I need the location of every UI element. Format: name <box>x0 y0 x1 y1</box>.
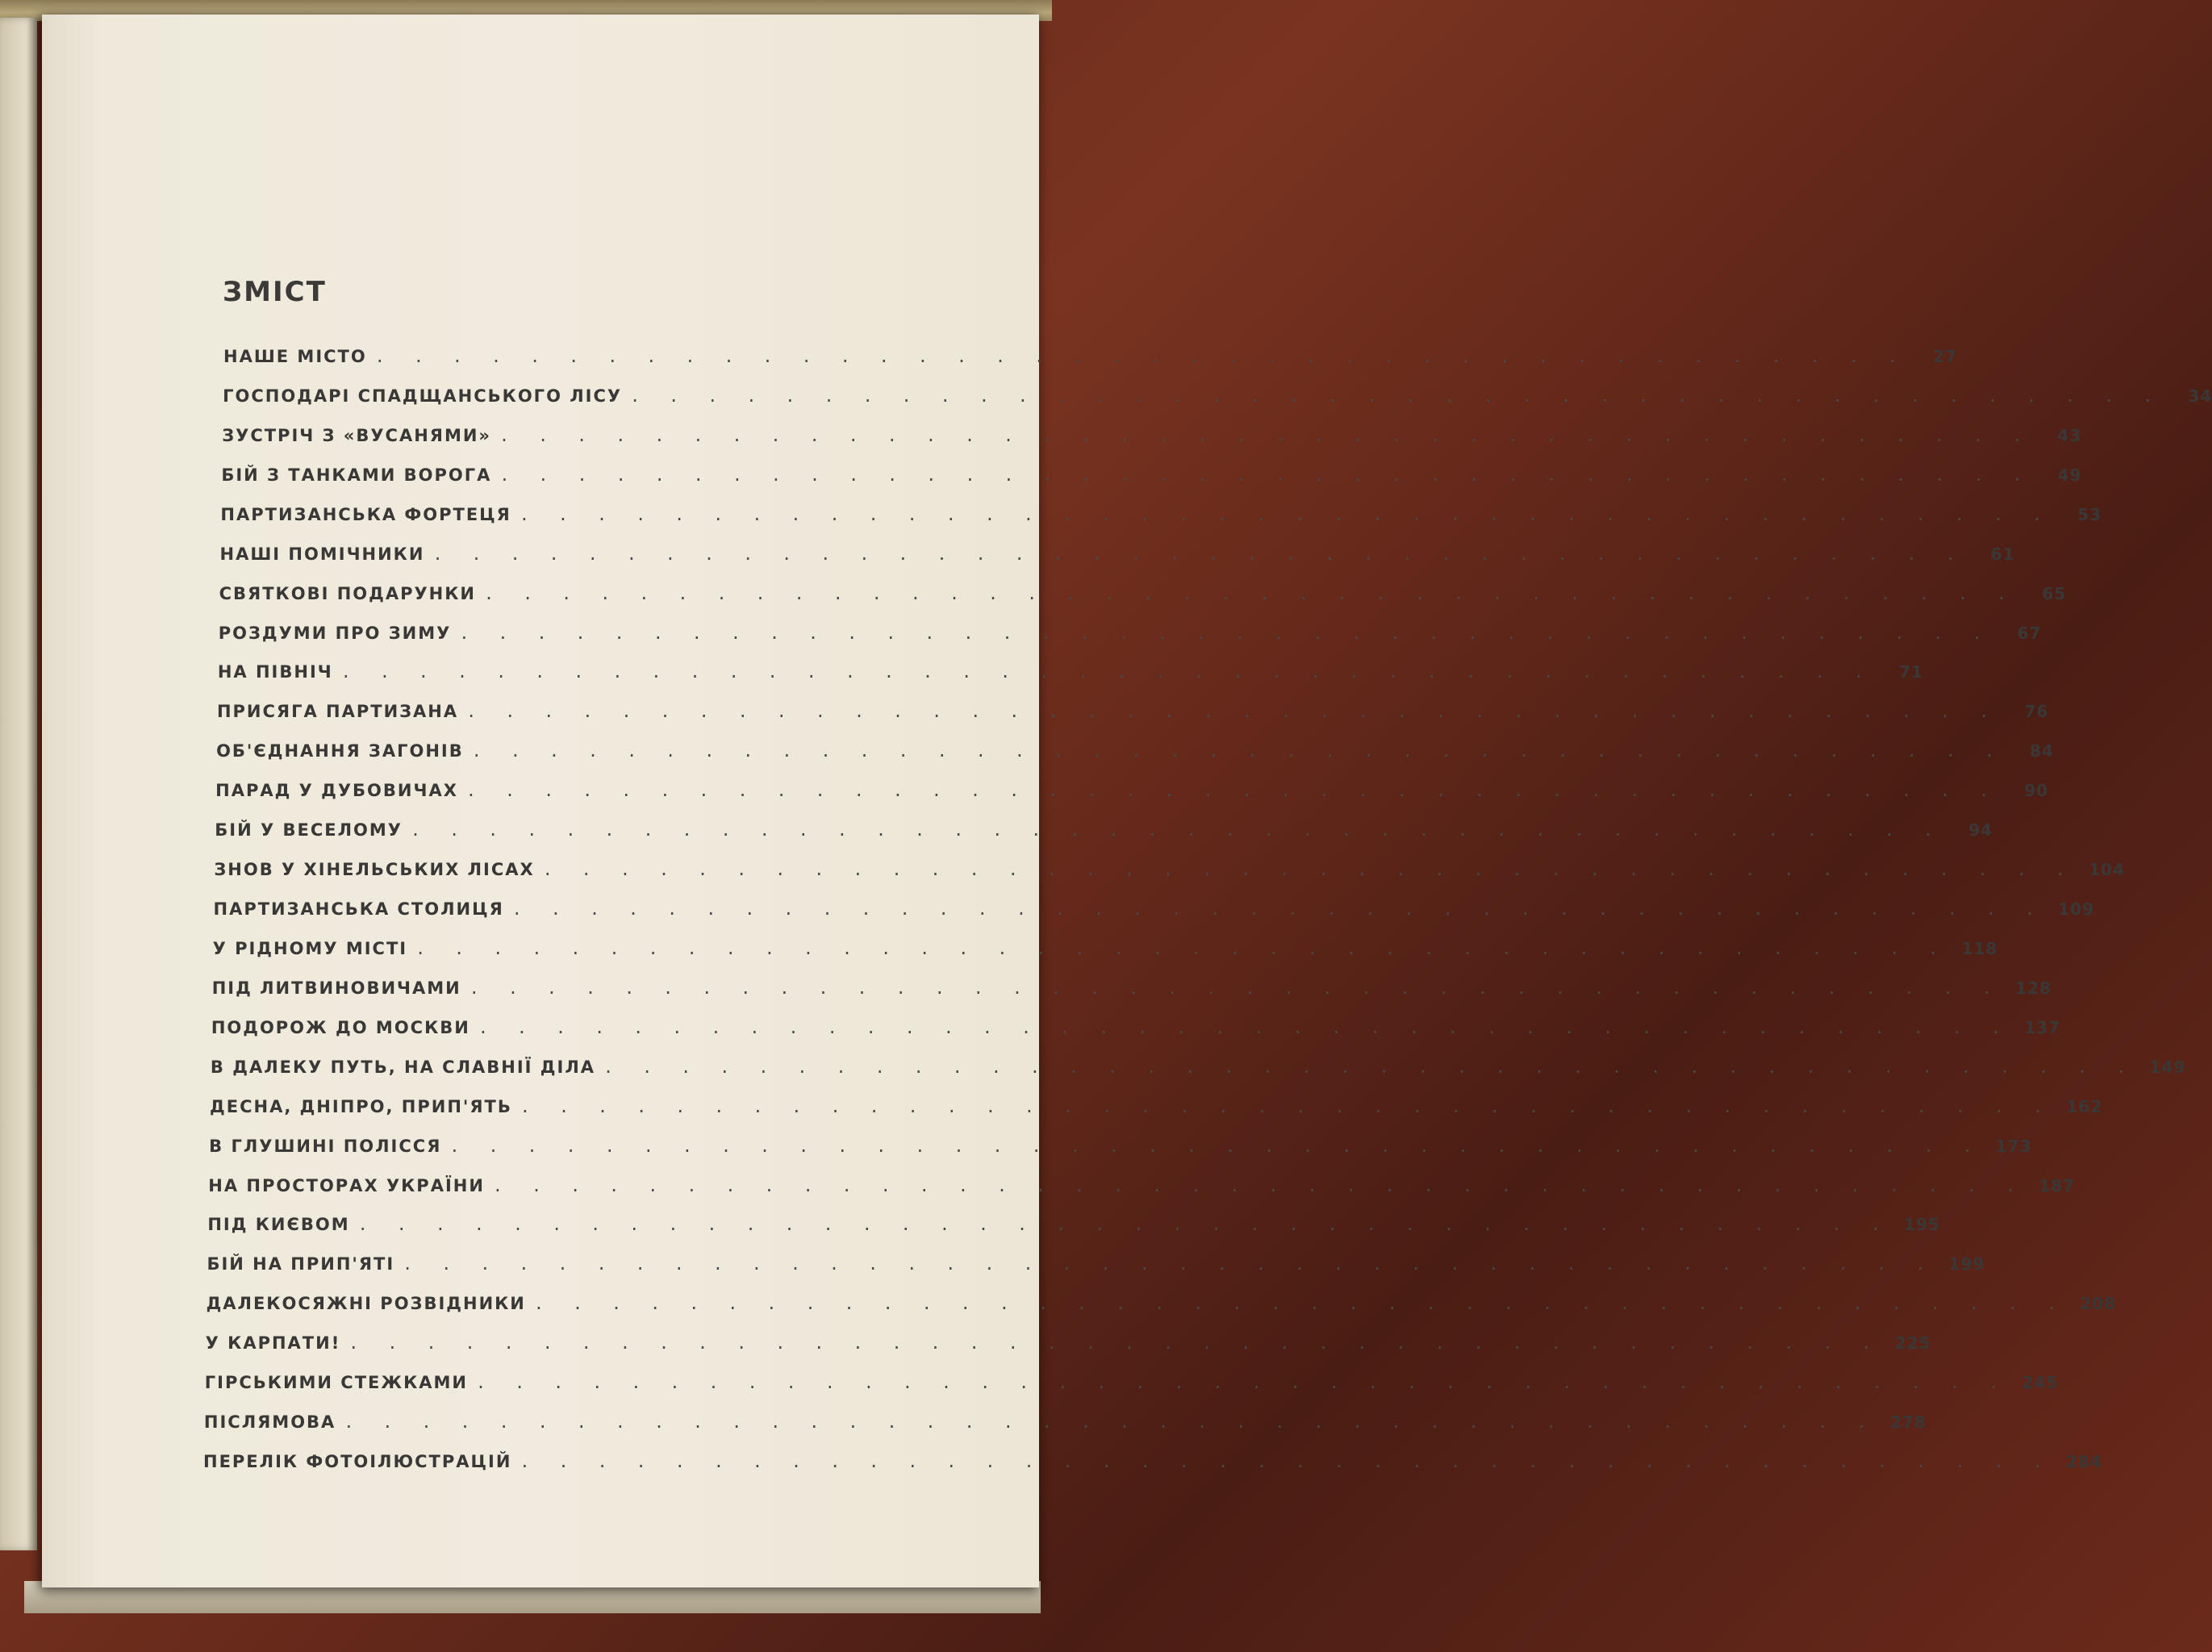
toc-leader-dots: . . . . . . . . . . . . . . . . . . . . . . . . . . . . . . . . . . . . . . . . <box>465 781 1999 801</box>
toc-entry <box>207 1215 1940 1239</box>
toc-entry-title: БІЙ З ТАНКАМИ ВОРОГА <box>221 465 492 485</box>
toc-entry-title: НАШІ ПОМІЧНИКИ <box>219 544 425 564</box>
toc-entry <box>213 899 2095 924</box>
toc-entry <box>203 1412 1926 1437</box>
toc-entry-page-number: 49 <box>2057 465 2082 485</box>
toc-entry-title: В ДАЛЕКУ ПУТЬ, НА СЛАВНІЇ ДІЛА <box>210 1057 596 1077</box>
toc-entry-page-number: 284 <box>2065 1452 2102 1471</box>
toc-leader-dots: . . . . . . . . . . . . . . . . . . . . . . . . . . . . . . . . . . . . . . . . <box>449 1136 1982 1156</box>
toc-entry <box>219 583 2067 608</box>
toc-entry <box>216 702 2049 726</box>
toc-entry-page-number: 208 <box>2080 1294 2117 1314</box>
toc-entry <box>223 347 1957 371</box>
toc-entry-page-number: 109 <box>2058 899 2095 919</box>
toc-leader-dots: . . . . . . . . . . . . . . . . . . . . . . . . . . . . . . . . . . . . . . . . <box>410 820 1943 841</box>
toc-entry <box>218 623 2042 648</box>
toc-entry-page-number: 84 <box>2030 741 2054 761</box>
toc-entry-title: ЗУСТРІЧ З «ВУСАНЯМИ» <box>222 425 491 445</box>
toc-entry-page-number: 90 <box>2024 781 2049 801</box>
toc-entry <box>216 741 2054 766</box>
toc-entry <box>220 504 2102 529</box>
toc-leader-dots: . . . . . . . . . . . . . . . . . . . . . . . . . . . . . . . . . . . . . . . . <box>344 1412 1876 1433</box>
toc-entry-page-number: 27 <box>1933 347 1957 366</box>
toc-entry <box>204 1373 2059 1397</box>
toc-entry-page-number: 195 <box>1904 1215 1940 1235</box>
toc-leader-dots: . . . . . . . . . . . . . . . . . . . . . . . . . . . . . . . . . . . . . . . . <box>492 1175 2026 1195</box>
toc-entry <box>223 386 2212 411</box>
toc-entry-page-number: 76 <box>2024 702 2049 722</box>
toc-entry <box>210 1057 2186 1082</box>
page-title: ЗМІСТ <box>223 276 327 308</box>
toc-leader-dots: . . . . . . . . . . . . . . . . . . . . . . . . . . . . . . . . . . . . . . . . <box>483 583 2017 603</box>
toc-leader-dots: . . . . . . . . . . . . . . . . . . . . . . . . . . . . . . . . . . . . . . . . <box>357 1215 1890 1235</box>
toc-entry <box>209 1136 2032 1161</box>
toc-entry-title: РОЗДУМИ ПРО ЗИМУ <box>218 623 452 643</box>
toc-leader-dots: . . . . . . . . . . . . . . . . . . . . . . . . . . . . . . . . . . . . . . . . <box>469 978 2001 998</box>
toc-leader-dots: . . . . . . . . . . . . . . . . . . . . . . . . . . . . . . . . . . . . . . . . <box>348 1333 1881 1354</box>
toc-leader-dots: . . . . . . . . . . . . . . . . . . . . . . . . . . . . . . . . . . . . . . . . <box>630 386 2163 406</box>
toc-entry <box>219 544 2015 569</box>
toc-entry-page-number: 187 <box>2039 1175 2076 1195</box>
toc-entry-title: БІЙ НА ПРИП'ЯТІ <box>207 1254 395 1274</box>
toc-entry <box>214 860 2125 884</box>
toc-entry <box>203 1452 2102 1476</box>
toc-entry-page-number: 53 <box>2077 504 2102 524</box>
toc-entry-title: НАШЕ МІСТО <box>223 347 367 366</box>
toc-leader-dots: . . . . . . . . . . . . . . . . . . . . . . . . . . . . . . . . . . . . . . . . <box>432 544 1965 564</box>
toc-entry-title: НА ПРОСТОРАХ УКРАЇНИ <box>208 1175 485 1195</box>
toc-entry-title: СВЯТКОВІ ПОДАРУНКИ <box>219 583 476 603</box>
toc-entry-title: ПАРАД У ДУБОВИЧАХ <box>215 781 458 801</box>
toc-entry-page-number: 128 <box>2015 978 2051 998</box>
toc-entry-title: У КАРПАТИ! <box>205 1333 341 1354</box>
toc-entry-page-number: 67 <box>2017 623 2042 643</box>
toc-entry-page-number: 71 <box>1899 662 1923 682</box>
toc-entry-title: ПОДОРОЖ ДО МОСКВИ <box>211 1017 470 1037</box>
toc-entry-title: ПІД КИЄВОМ <box>207 1215 350 1235</box>
toc-leader-dots: . . . . . . . . . . . . . . . . . . . . . . . . . . . . . . . . . . . . . . . . <box>519 504 2052 524</box>
toc-leader-dots: . . . . . . . . . . . . . . . . . . . . . . . . . . . . . . . . . . . . . . . . <box>520 1452 2052 1471</box>
toc-entry-title: ГОСПОДАРІ СПАДЩАНСЬКОГО ЛІСУ <box>223 386 623 406</box>
toc-leader-dots: . . . . . . . . . . . . . . . . . . . . . . . . . . . . . . . . . . . . . . . . <box>511 899 2045 919</box>
toc-entry-title: ПЕРЕЛІК ФОТОІЛЮСТРАЦІЙ <box>203 1452 512 1471</box>
toc-entry <box>217 662 1923 686</box>
toc-entry-page-number: 94 <box>1968 820 1993 841</box>
toc-entry <box>222 425 2082 450</box>
toc-entry <box>205 1333 1931 1358</box>
toc-entry-title: ПАРТИЗАНСЬКА СТОЛИЦЯ <box>213 899 504 919</box>
toc-entry-page-number: 173 <box>1995 1136 2032 1156</box>
toc-entry <box>215 781 2049 805</box>
toc-leader-dots: . . . . . . . . . . . . . . . . . . . . . . . . . . . . . . . . . . . . . . . . <box>459 623 1992 643</box>
toc-entry-page-number: 245 <box>2022 1373 2059 1393</box>
toc-entry <box>221 465 2082 490</box>
toc-entry-title: ДАЛЕКОСЯЖНІ РОЗВІДНИКИ <box>206 1294 526 1314</box>
toc-entry-page-number: 149 <box>2149 1057 2186 1077</box>
toc-entry-page-number: 43 <box>2057 425 2082 445</box>
toc-entry-title: ЗНОВ У ХІНЕЛЬСЬКИХ ЛІСАХ <box>214 860 535 880</box>
toc-entry <box>210 1096 2103 1121</box>
toc-entry-title: ПРИСЯГА ПАРТИЗАНА <box>216 702 459 722</box>
toc-leader-dots: . . . . . . . . . . . . . . . . . . . . . . . . . . . . . . . . . . . . . . . . <box>478 1017 2011 1037</box>
toc-entry-page-number: 65 <box>2042 583 2067 603</box>
toc-entry-title: ГІРСЬКИМИ СТЕЖКАМИ <box>204 1373 468 1393</box>
toc-entry-page-number: 199 <box>1948 1254 1985 1274</box>
toc-leader-dots: . . . . . . . . . . . . . . . . . . . . . . . . . . . . . . . . . . . . . . . . <box>471 741 2004 761</box>
toc-entry-title: ПАРТИЗАНСЬКА ФОРТЕЦЯ <box>220 504 511 524</box>
toc-leader-dots: . . . . . . . . . . . . . . . . . . . . . . . . . . . . . . . . . . . . . . . . <box>499 465 2032 485</box>
toc-leader-dots: . . . . . . . . . . . . . . . . . . . . . . . . . . . . . . . . . . . . . . . . <box>533 1294 2067 1314</box>
toc-entry <box>211 1017 2061 1042</box>
toc-leader-dots: . . . . . . . . . . . . . . . . . . . . . . . . . . . . . . . . . . . . . . . . <box>403 1254 1935 1274</box>
toc-entry-page-number: 118 <box>1961 938 1998 958</box>
toc-leader-dots: . . . . . . . . . . . . . . . . . . . . . . . . . . . . . . . . . . . . . . . . <box>499 425 2032 445</box>
toc-leader-dots: . . . . . . . . . . . . . . . . . . . . . . . . . . . . . . . . . . . . . . . . <box>603 1057 2136 1077</box>
toc-entry-title: У РІДНОМУ МІСТІ <box>212 938 408 958</box>
toc-entry-title: ДЕСНА, ДНІПРО, ПРИП'ЯТЬ <box>210 1096 512 1116</box>
toc-entry <box>207 1254 1985 1279</box>
toc-entry-title: ПІД ЛИТВИНОВИЧАМИ <box>211 978 461 998</box>
toc-entry-title: НА ПІВНІЧ <box>217 662 333 682</box>
toc-leader-dots: . . . . . . . . . . . . . . . . . . . . . . . . . . . . . . . . . . . . . . . . <box>542 860 2075 880</box>
toc-leader-dots: . . . . . . . . . . . . . . . . . . . . . . . . . . . . . . . . . . . . . . . . <box>340 662 1873 682</box>
toc-entry-page-number: 61 <box>1990 544 2015 564</box>
toc-entry-page-number: 162 <box>2066 1096 2103 1116</box>
toc-entry-title: ПІСЛЯМОВА <box>203 1412 336 1433</box>
toc-entry-title: В ГЛУШИНІ ПОЛІССЯ <box>209 1136 442 1156</box>
toc-entry <box>215 820 1993 845</box>
toc-entry-page-number: 137 <box>2024 1017 2061 1037</box>
toc-entry-page-number: 34 <box>2188 386 2212 406</box>
toc-entry-title: БІЙ У ВЕСЕЛОМУ <box>215 820 403 841</box>
toc-entry <box>206 1294 2117 1318</box>
toc-entry <box>208 1175 2076 1200</box>
toc-leader-dots: . . . . . . . . . . . . . . . . . . . . . . . . . . . . . . . . . . . . . . . . <box>520 1096 2053 1116</box>
toc-leader-dots: . . . . . . . . . . . . . . . . . . . . . . . . . . . . . . . . . . . . . . . . <box>415 938 1948 958</box>
toc-entry-page-number: 104 <box>2089 860 2125 880</box>
toc-leader-dots: . . . . . . . . . . . . . . . . . . . . . . . . . . . . . . . . . . . . . . . . <box>374 347 1907 366</box>
toc-entry <box>212 938 1998 963</box>
toc-entry-title: ОБ'ЄДНАННЯ ЗАГОНІВ <box>216 741 464 761</box>
toc-entry-page-number: 225 <box>1894 1333 1931 1354</box>
toc-leader-dots: . . . . . . . . . . . . . . . . . . . . . . . . . . . . . . . . . . . . . . . . <box>476 1373 2009 1393</box>
toc-entry-page-number: 278 <box>1889 1412 1926 1433</box>
toc-leader-dots: . . . . . . . . . . . . . . . . . . . . . . . . . . . . . . . . . . . . . . . . <box>466 702 1999 722</box>
toc-entry <box>211 978 2051 1003</box>
